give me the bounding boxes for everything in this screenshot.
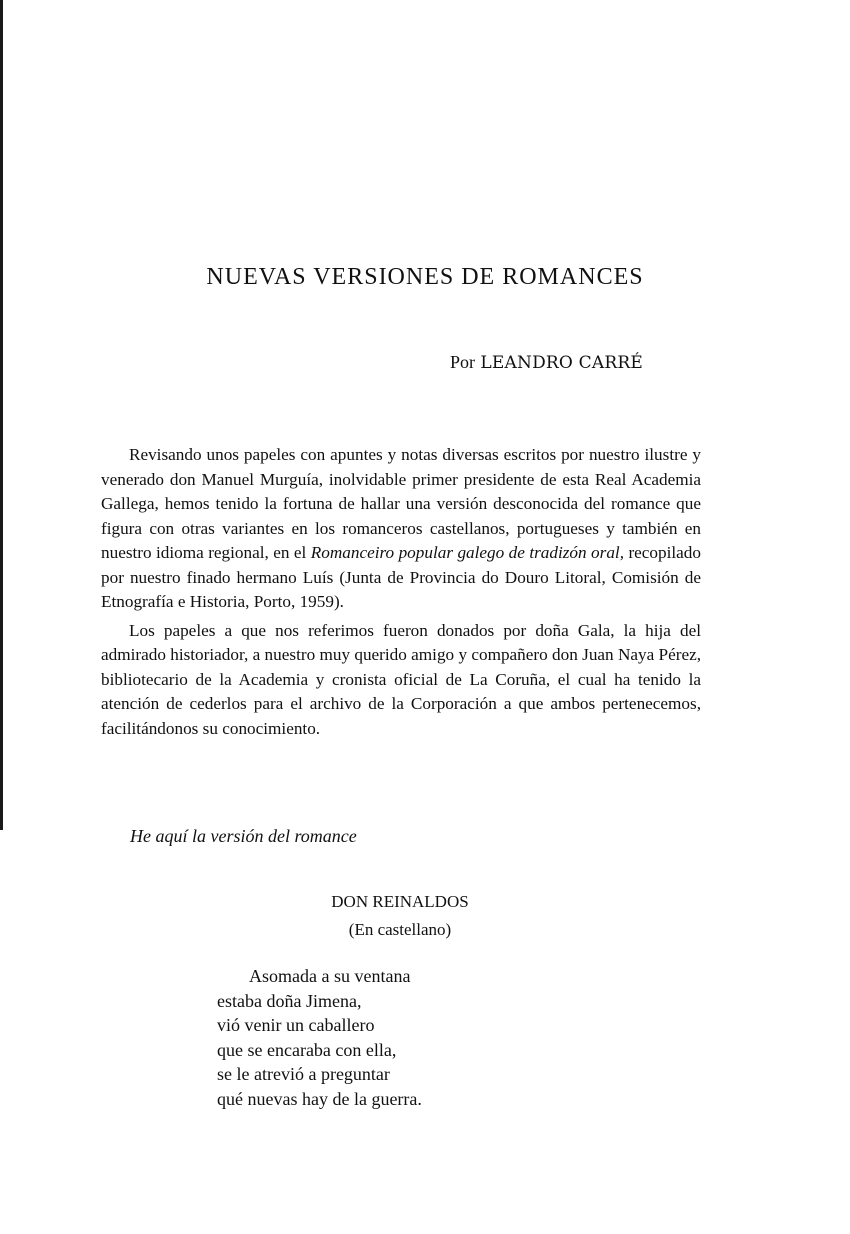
intro-line: He aquí la versión del romance xyxy=(130,826,357,846)
poem-line: que se encaraba con ella, xyxy=(217,1039,397,1060)
poem-line: vió venir un caballero xyxy=(217,1015,375,1036)
paragraph-1-text-a: Revisando unos papeles con apuntes y notas diversas escritos por nuestro ilustre y venerado don Manuel Murguía, inolvidable primer presidente de esta Real Academia Gallega, hemos tenido la fortuna de hallar una versión desconocida del romance que figura con otras variantes en los romanceros castellanos, portugueses y también en nuestro idioma regional, en el xyxy=(101,445,701,562)
poem-line: se le atrevió a preguntar xyxy=(217,1064,390,1085)
paragraph-2: Los papeles a que nos referimos fueron donados por doña Gala, la hija del admirado historiador, a nuestro muy querido amigo y compañero don Juan Naya Pérez, bibliotecario de la Academia y cronista oficial de La Coruña, el cual ha tenido la atención de cederlos para el archivo de la Corporación a que ambos pertenecemos, facilitándonos su conocimiento. xyxy=(101,620,701,738)
poem-subtitle: (En castellano) xyxy=(348,920,452,939)
paragraph-1-text-b: recopilado por nuestro finado hermano Luís (Junta de Provincia do Douro Litoral, Comisión de Etnografía e Historia, Porto, 1959). xyxy=(101,543,701,611)
book-title-italic: Romanceiro popular galego de tradizón oral, xyxy=(310,543,625,562)
poem-line: estaba doña Jimena, xyxy=(217,990,362,1011)
page-binding-edge xyxy=(0,0,3,830)
byline xyxy=(450,352,643,373)
poem-heading xyxy=(250,888,550,944)
paragraph-1 xyxy=(101,443,701,615)
poem-line: qué nuevas hay de la guerra. xyxy=(217,1088,422,1109)
poem-line: Asomada a su ventana xyxy=(249,966,411,986)
byline-prefix: Por xyxy=(450,352,476,372)
article-title: NUEVAS VERSIONES DE ROMANCES xyxy=(206,264,644,290)
author-name: LEANDRO CARRÉ xyxy=(480,353,643,373)
article-body xyxy=(101,443,701,745)
poem-title: DON REINALDOS xyxy=(331,892,469,911)
poem-body xyxy=(217,964,422,1112)
